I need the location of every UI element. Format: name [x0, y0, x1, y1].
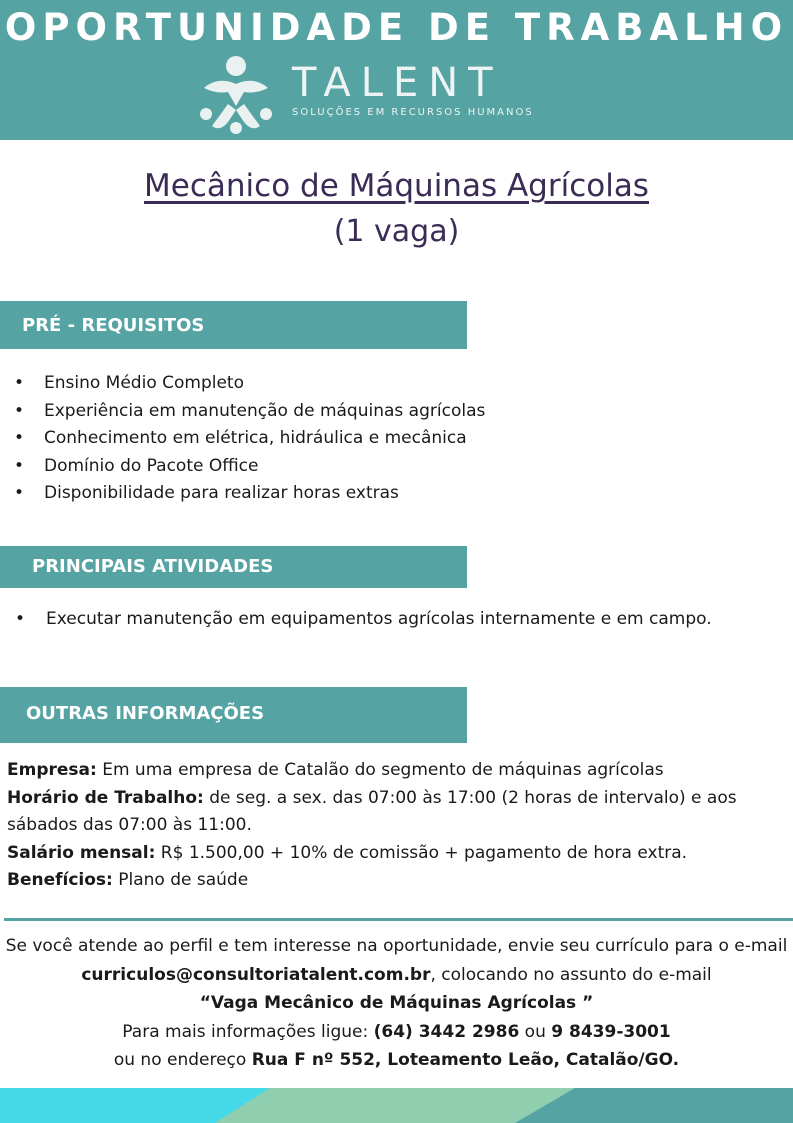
bullet-icon: • — [14, 373, 25, 393]
contact-phone-line: Para mais informações ligue: (64) 3442 2986 ou 9 8439-3001 — [122, 1021, 671, 1042]
contact-address-line: ou no endereço Rua F nº 552, Loteamento Leão, Catalão/GO. — [113, 1050, 680, 1070]
company-label: Empresa: — [7, 760, 97, 780]
divider — [4, 918, 793, 921]
list-item: • Domínio do Pacote Office — [0, 453, 485, 481]
company-value: Em uma empresa de Catalão do segmento de máquinas agrícolas — [96, 760, 664, 780]
activities-heading: PRINCIPAIS ATIVIDADES — [0, 546, 467, 588]
list-item: • Conhecimento em elétrica, hidráulica e mecânica — [0, 425, 485, 453]
header-banner — [0, 0, 793, 140]
requirements-heading: PRÉ - REQUISITOS — [0, 301, 467, 349]
footer-decoration — [0, 1088, 793, 1123]
job-vacancies: (1 vaga) — [333, 214, 460, 249]
bullet-icon: • — [14, 400, 25, 421]
company-line — [7, 757, 787, 785]
contact-email-line: Se você atende ao perfil e tem interesse na oportunidade, envie seu currículo para o e-mail curriculos@consultoriatalent.com.br, colocando no assunto do e-mail — [5, 936, 788, 985]
salary-line — [7, 840, 787, 868]
list-item: • Executar manutenção em equipamentos agrícolas internamente e em campo. — [0, 606, 712, 634]
activities-list — [0, 606, 712, 634]
schedule-value: de seg. a sex. das 07:00 às 17:00 (2 horas de intervalo) e aos sábados das 07:00 às 11:00. — [7, 787, 737, 835]
list-item: • Disponibilidade para realizar horas extras — [0, 480, 485, 508]
benefits-label: Benefícios: — [7, 870, 113, 890]
schedule-label: Horário de Trabalho: — [7, 787, 204, 808]
job-title: Mecânico de Máquinas Agrícolas — [144, 168, 649, 204]
contact-phone-1[interactable]: (64) 3442 2986 — [373, 1021, 520, 1042]
logo-subtitle: SOLUÇÕES EM RECURSOS HUMANOS — [292, 107, 534, 118]
salary-label: Salário mensal: — [7, 842, 156, 863]
other-info-heading: OUTRAS INFORMAÇÕES — [0, 687, 467, 743]
contact-phone-2[interactable]: 9 8439-3001 — [551, 1021, 671, 1042]
header-title: OPORTUNIDADE DE TRABALHO — [4, 6, 789, 49]
list-item: • Experiência em manutenção de máquinas agrícolas — [0, 398, 485, 426]
schedule-line — [7, 785, 787, 840]
bullet-icon: • — [14, 428, 25, 448]
bullet-icon: • — [14, 483, 25, 503]
bullet-icon: • — [14, 455, 25, 476]
list-item: • Ensino Médio Completo — [0, 370, 485, 398]
requirements-list — [0, 370, 485, 508]
contact-email[interactable]: curriculos@consultoriatalent.com.br — [81, 964, 431, 985]
salary-value: R$ 1.500,00 + 10% de comissão + pagamento de hora extra. — [155, 842, 688, 863]
contact-subject: “Vaga Mecânico de Máquinas Agrícolas ” — [199, 993, 594, 1013]
contact-block — [0, 932, 793, 1075]
benefits-value: Plano de saúde — [112, 870, 249, 890]
benefits-line — [7, 867, 787, 895]
contact-address: Rua F nº 552, Loteamento Leão, Catalão/GO. — [251, 1050, 680, 1070]
bullet-icon: • — [15, 609, 26, 629]
logo-name: TALENT — [292, 60, 503, 106]
talent-logo-icon — [198, 54, 274, 136]
other-info-block — [7, 757, 787, 895]
